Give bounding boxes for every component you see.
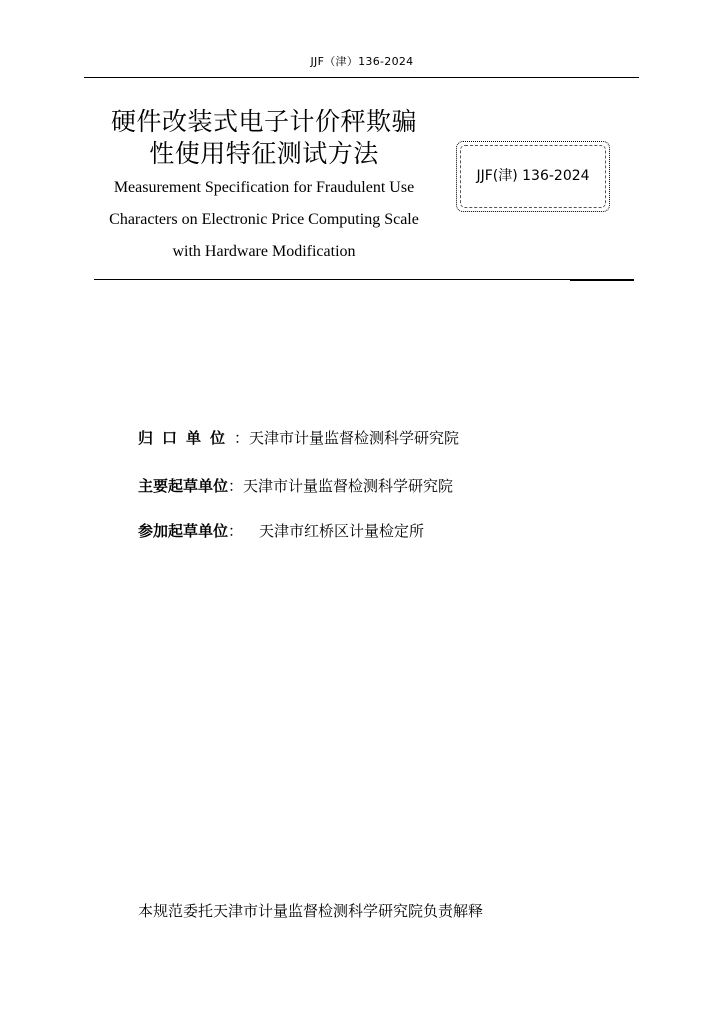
title-english-line-1: Measurement Specification for Fraudulent Use bbox=[113, 179, 415, 196]
responsible-unit-row bbox=[138, 428, 459, 448]
main-drafting-unit-row bbox=[138, 476, 453, 496]
standard-code-box-text: JJF(津) 136-2024 bbox=[476, 168, 590, 184]
title-chinese-line-1: 硬件改装式电子计价秤欺骗 bbox=[110, 107, 417, 136]
main-drafting-unit-value: 天津市计量监督检测科学研究院 bbox=[243, 477, 454, 495]
interpretation-note: 本规范委托天津市计量监督检测科学研究院负责解释 bbox=[138, 902, 484, 920]
title-english-line-3: with Hardware Modification bbox=[172, 243, 356, 260]
participating-drafting-unit-colon: ： bbox=[228, 522, 244, 540]
title-divider bbox=[94, 279, 570, 280]
standard-code-box bbox=[456, 141, 610, 212]
main-drafting-unit-label: 主要起草单位 bbox=[138, 477, 229, 495]
responsible-unit-value: 天津市计量监督检测科学研究院 bbox=[249, 429, 460, 447]
responsible-unit-colon: ： bbox=[234, 429, 250, 447]
header-divider bbox=[84, 77, 639, 78]
main-drafting-unit-colon: ： bbox=[228, 477, 244, 495]
participating-drafting-unit-row bbox=[138, 521, 424, 541]
participating-drafting-unit-value: 天津市红桥区计量检定所 bbox=[259, 522, 425, 540]
participating-drafting-unit-label: 参加起草单位 bbox=[138, 522, 229, 540]
header-standard-code: JJF（津）136-2024 bbox=[310, 55, 414, 68]
title-divider-tail bbox=[570, 279, 634, 281]
title-english-line-2: Characters on Electronic Price Computing Scale bbox=[109, 211, 419, 228]
responsible-unit-label: 归口单位 bbox=[138, 429, 235, 447]
title-chinese-line-2: 性使用特征测试方法 bbox=[149, 139, 379, 168]
